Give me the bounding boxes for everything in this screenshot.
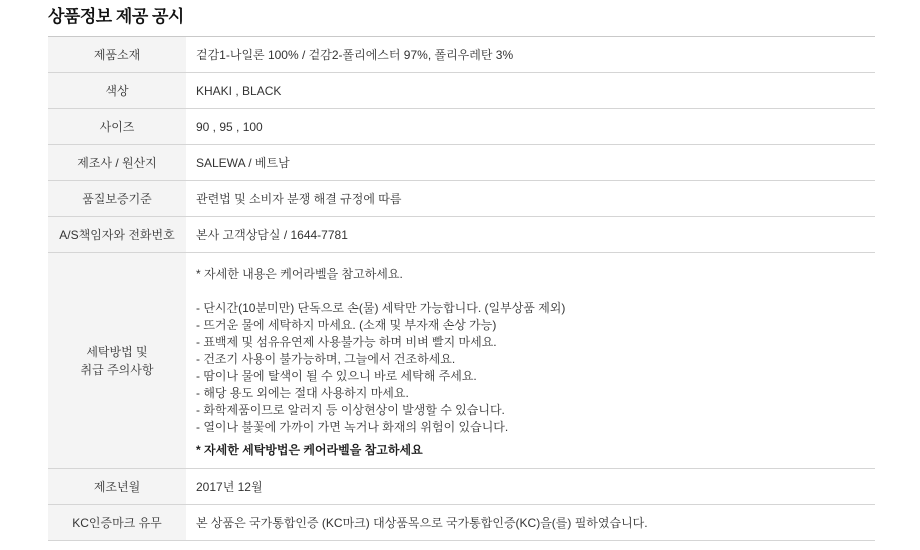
row-label: 제품소재 bbox=[48, 37, 186, 72]
table-row-manufacture-date bbox=[48, 469, 875, 505]
table-row-as-contact bbox=[48, 217, 875, 253]
product-info-table bbox=[48, 36, 875, 541]
table-row-color bbox=[48, 73, 875, 109]
care-intro: * 자세한 내용은 케어라벨을 참고하세요. bbox=[196, 267, 403, 281]
row-label: 품질보증기준 bbox=[48, 181, 186, 216]
care-label-line1: 세탁방법 및 bbox=[86, 344, 148, 359]
care-item: - 단시간(10분미만) 단독으로 손(물) 세탁만 가능합니다. (일부상품 제외) bbox=[196, 301, 566, 315]
table-row-warranty bbox=[48, 181, 875, 217]
row-value: SALEWA / 베트남 bbox=[196, 155, 290, 170]
table-row-care-instructions bbox=[48, 253, 875, 469]
table-row-size bbox=[48, 109, 875, 145]
row-value: 90 , 95 , 100 bbox=[196, 119, 263, 134]
row-value: 본 상품은 국가통합인증 (KC마크) 대상품목으로 국가통합인증(KC)을(를) 필하였습니다. bbox=[196, 515, 648, 530]
row-label: KC인증마크 유무 bbox=[48, 505, 186, 540]
row-value: 관련법 및 소비자 분쟁 해결 규정에 따름 bbox=[196, 191, 402, 206]
table-row-material bbox=[48, 37, 875, 73]
row-label: 색상 bbox=[48, 73, 186, 108]
row-label: 사이즈 bbox=[48, 109, 186, 144]
care-item: - 건조기 사용이 불가능하며, 그늘에서 건조하세요. bbox=[196, 352, 456, 366]
care-label-line2: 취급 주의사항 bbox=[80, 362, 154, 377]
care-instructions bbox=[186, 253, 875, 468]
table-row-manufacturer bbox=[48, 145, 875, 181]
care-items-list bbox=[196, 300, 865, 436]
row-label bbox=[48, 253, 186, 468]
care-item: - 열이나 불꽃에 가까이 가면 녹거나 화재의 위험이 있습니다. bbox=[196, 420, 509, 434]
care-item: - 뜨거운 물에 세탁하지 마세요. (소재 및 부자재 손상 가능) bbox=[196, 318, 497, 332]
care-item: - 화학제품이므로 알러지 등 이상현상이 발생할 수 있습니다. bbox=[196, 403, 505, 417]
page-title: 상품정보 제공 공시 bbox=[48, 7, 184, 26]
row-value: 겉감1-나일론 100% / 겉감2-폴리에스터 97%, 폴리우레탄 3% bbox=[196, 47, 514, 62]
row-value: KHAKI , BLACK bbox=[196, 83, 282, 98]
row-value: 2017년 12월 bbox=[196, 479, 263, 494]
care-item: - 표백제 및 섬유유연제 사용불가능 하며 비벼 빨지 마세요. bbox=[196, 335, 497, 349]
care-item: - 땀이나 물에 탈색이 될 수 있으니 바로 세탁해 주세요. bbox=[196, 369, 477, 383]
row-label: 제조사 / 원산지 bbox=[48, 145, 186, 180]
row-label: A/S책임자와 전화번호 bbox=[48, 217, 186, 252]
care-item: - 해당 용도 외에는 절대 사용하지 마세요. bbox=[196, 386, 409, 400]
row-label: 제조년월 bbox=[48, 469, 186, 504]
care-note: * 자세한 세탁방법은 케어라벨을 참고하세요 bbox=[196, 443, 423, 457]
table-row-kc-certification bbox=[48, 505, 875, 541]
row-value: 본사 고객상담실 / 1644-7781 bbox=[196, 227, 348, 242]
